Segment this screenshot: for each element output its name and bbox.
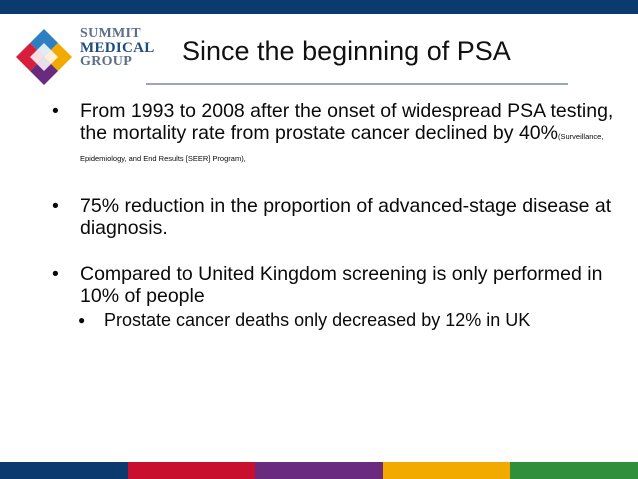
bullet-icon: • bbox=[52, 100, 59, 122]
bullet-text: 75% reduction in the proportion of advanced-stage disease at diagnosis. bbox=[80, 195, 612, 239]
bottom-bar-segment bbox=[510, 462, 638, 479]
summit-medical-logo-icon bbox=[14, 27, 74, 85]
logo-line-1: SUMMIT bbox=[80, 26, 141, 41]
bottom-color-bar bbox=[0, 462, 638, 479]
sub-bullet-item bbox=[52, 309, 632, 331]
bottom-bar-segment bbox=[255, 462, 383, 479]
bottom-bar-segment bbox=[0, 462, 128, 479]
logo-line-3: GROUP bbox=[80, 54, 133, 69]
bullet-icon: • bbox=[52, 263, 59, 285]
bullet-item bbox=[52, 195, 632, 239]
bottom-bar-segment bbox=[383, 462, 511, 479]
slide-title: Since the beginning of PSA bbox=[182, 36, 511, 66]
bullet-text: Compared to United Kingdom screening is only performed in 10% of people bbox=[80, 263, 603, 307]
logo-wordmark bbox=[80, 27, 160, 69]
bullet-icon: • bbox=[52, 195, 59, 217]
slide-content bbox=[52, 100, 632, 331]
sub-bullet-icon: ● bbox=[78, 313, 86, 327]
bullet-item bbox=[52, 100, 632, 166]
citation-text: (Surveillance, Epidemiology, and End Results [SEER] Program), bbox=[80, 132, 604, 163]
logo-line-2: MEDICAL bbox=[80, 40, 155, 56]
title-underline bbox=[146, 83, 568, 85]
bottom-bar-segment bbox=[128, 462, 256, 479]
bullet-text: From 1993 to 2008 after the onset of widespread PSA testing, the mortality rate from prostate cancer declined by 40% bbox=[80, 100, 614, 144]
top-bar bbox=[0, 0, 638, 14]
sub-bullet-text: Prostate cancer deaths only decreased by 12% in UK bbox=[104, 310, 531, 330]
bullet-item bbox=[52, 263, 632, 307]
